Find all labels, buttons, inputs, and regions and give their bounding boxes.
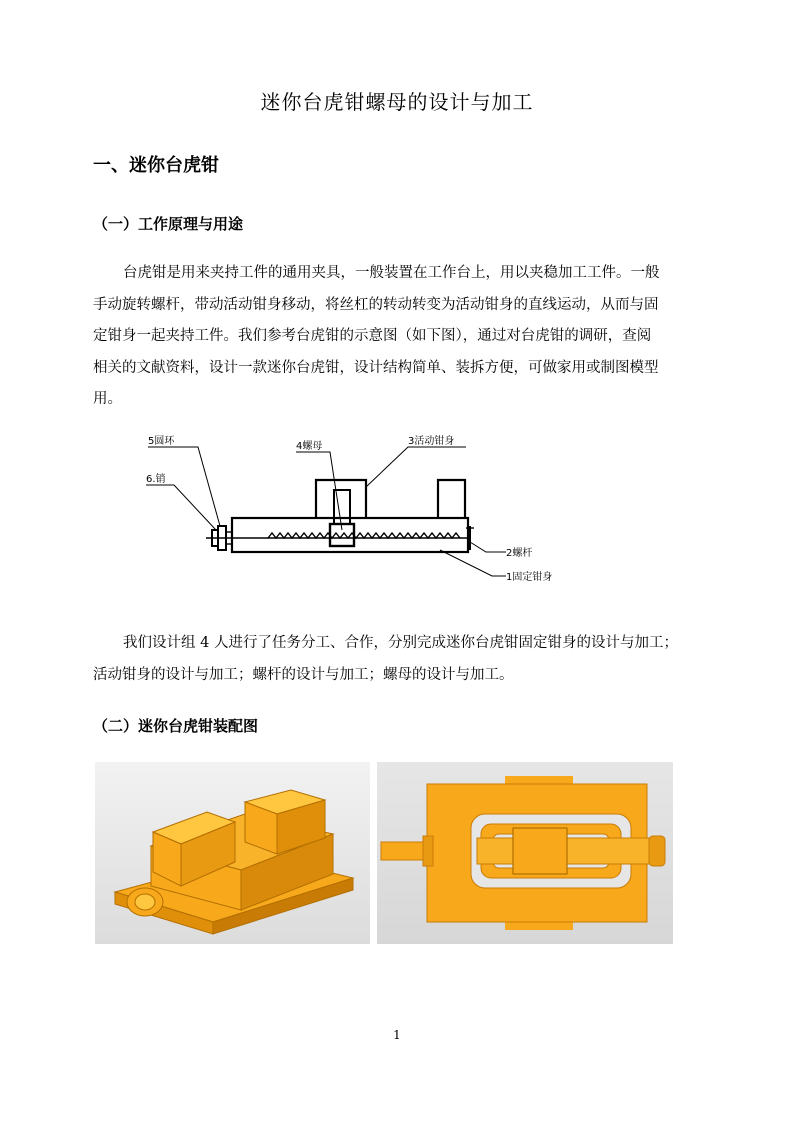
paragraph-line: 用。 xyxy=(93,391,122,407)
label-nut: 4螺母 xyxy=(296,441,323,452)
paragraph-line: 定钳身一起夹持工件。我们参考台虎钳的示意图（如下图），通过对台虎钳的调研，查阅 xyxy=(93,328,652,344)
label-ring: 5圆环 xyxy=(148,436,175,447)
subsection-heading-assembly: （二）迷你台虎钳装配图 xyxy=(93,717,259,735)
screw-thread xyxy=(268,533,460,538)
leader-pin xyxy=(146,485,216,530)
fixed-jaw-upright xyxy=(438,480,465,518)
vise-schematic-diagram xyxy=(140,432,600,592)
paragraph-line: 活动钳身的设计与加工；螺杆的设计与加工；螺母的设计与加工。 xyxy=(93,666,514,683)
leader-screw xyxy=(470,542,506,552)
subsection-heading-principle: （一）工作原理与用途 xyxy=(93,215,244,233)
vise-3d-render-image xyxy=(95,762,370,944)
paragraph-task-division xyxy=(93,628,709,691)
page-number: 1 xyxy=(393,1028,401,1042)
paragraph-line: 相关的文献资料，设计一款迷你台虎钳，设计结构简单、装拆方便，可做家用或制图模型 xyxy=(93,359,659,376)
label-movable-jaw: 3活动钳身 xyxy=(408,436,455,447)
label-fixed-jaw: 1固定钳身 xyxy=(506,572,553,583)
paragraph-line: 台虎钳是用来夹持工件的通用夹具，一般装置在工作台上，用以夹稳加工工件。一般 xyxy=(123,265,660,281)
label-pin: 6.销 xyxy=(146,474,166,485)
document-title: 迷你台虎钳螺母的设计与加工 xyxy=(260,90,534,114)
leader-ring xyxy=(148,447,220,526)
section-heading-mini-vise: 一、迷你台虎钳 xyxy=(93,155,219,176)
paragraph-line: 手动旋转螺杆，带动活动钳身移动，将丝杠的转动转变为活动钳身的直线运动，从而与固 xyxy=(93,296,659,313)
vise-top-view-image xyxy=(377,762,673,944)
movable-jaw xyxy=(316,480,366,518)
leader-fixed-jaw xyxy=(440,550,506,576)
paragraph-line: 我们设计组 4 人进行了任务分工、合作，分别完成迷你台虎钳固定钳身的设计与加工； xyxy=(123,635,678,651)
paragraph-principle xyxy=(93,258,709,416)
label-screw: 2螺杆 xyxy=(506,548,533,559)
